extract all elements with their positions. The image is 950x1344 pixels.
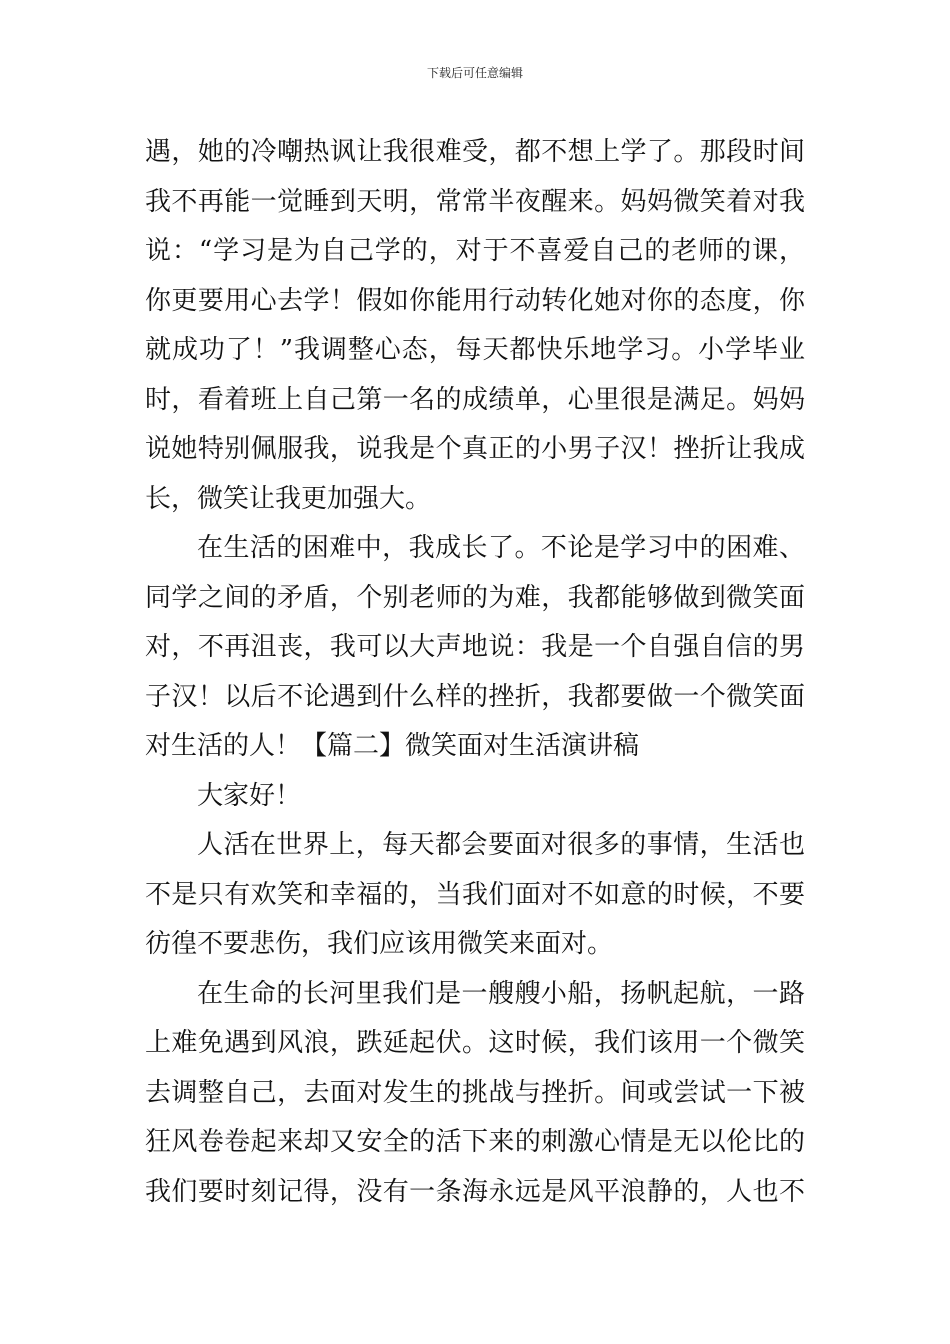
- text-line: 我们要时刻记得，没有一条海永远是风平浪静的，人也不: [145, 1176, 805, 1207]
- text-line: 我不再能一觉睡到天明，常常半夜醒来。妈妈微笑着对我: [145, 186, 805, 217]
- text-line: 说她特别佩服我，说我是个真正的小男子汉！挫折让我成: [145, 434, 805, 464]
- text-line: 就成功了！”我调整心态，每天都快乐地学习。小学毕业: [145, 335, 805, 365]
- text-line: 对，不再沮丧，我可以大声地说：我是一个自强自信的男: [145, 632, 805, 662]
- text-line: 对生活的人！【篇二】微笑面对生活演讲稿: [145, 731, 640, 761]
- text-line: 大家好！: [197, 780, 302, 811]
- text-line: 在生命的长河里我们是一艘艘小船，扬帆起航，一路: [197, 978, 805, 1009]
- text-line: 你更要用心去学！假如你能用行动转化她对你的态度，你: [145, 285, 805, 316]
- text-line: 遇，她的冷嘲热讽让我很难受，都不想上学了。那段时间: [145, 137, 805, 167]
- text-line: 在生活的困难中，我成长了。不论是学习中的困难、: [197, 533, 805, 563]
- text-line: 上难免遇到风浪，跌延起伏。这时候，我们该用一个微笑: [145, 1028, 805, 1058]
- text-line: 彷徨不要悲伤，我们应该用微笑来面对。: [145, 929, 614, 959]
- text-line: 长，微笑让我更加强大。: [145, 483, 432, 514]
- text-line: 去调整自己，去面对发生的挑战与挫折。间或尝试一下被: [145, 1077, 805, 1108]
- text-line: 子汉！以后不论遇到什么样的挫折，我都要做一个微笑面: [145, 681, 805, 712]
- text-line: 狂风卷卷起来却又安全的活下来的刺激心情是无以伦比的: [145, 1127, 805, 1157]
- page-header: 下载后可任意编辑: [426, 66, 523, 80]
- text-line: 同学之间的矛盾，个别老师的为难，我都能够做到微笑面: [145, 582, 805, 613]
- text-line: 不是只有欢笑和幸福的，当我们面对不如意的时候，不要: [145, 879, 805, 910]
- text-line: 时，看着班上自己第一名的成绩单，心里很是满足。妈妈: [145, 384, 805, 415]
- text-line: 人活在世界上，每天都会要面对很多的事情，生活也: [197, 830, 805, 860]
- document-body: [145, 128, 805, 1217]
- text-line: 说：“学习是为自己学的，对于不喜爱自己的老师的课，: [145, 236, 805, 266]
